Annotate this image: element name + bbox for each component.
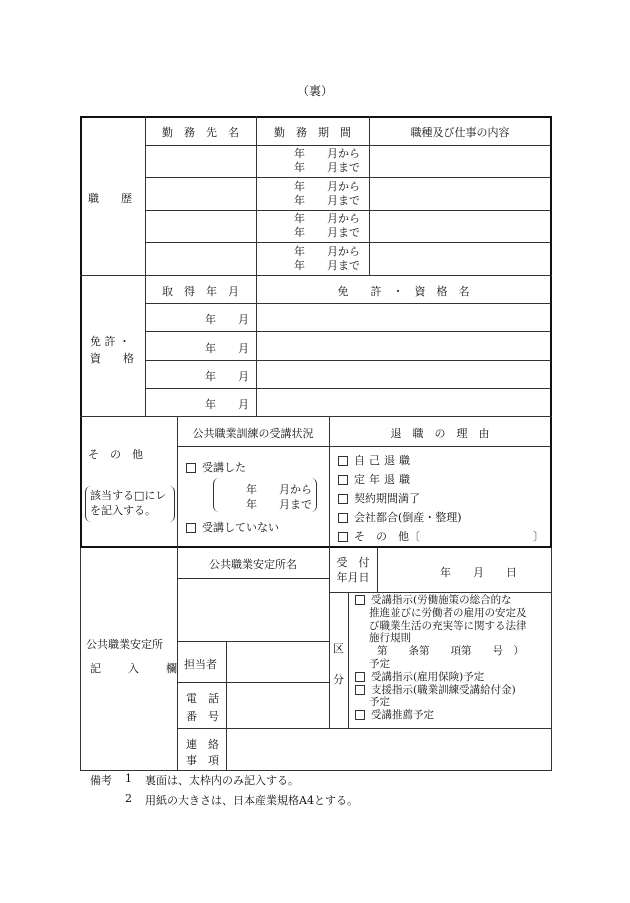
remarks-number: 1 [125, 772, 132, 785]
category-item-cont: 予定 [369, 657, 390, 670]
reason-option[interactable]: 自己退職 [338, 452, 414, 468]
other-row-label: そ の 他 [88, 448, 143, 461]
checkbox[interactable] [355, 672, 365, 682]
category-label: 分 [333, 673, 344, 686]
checkbox[interactable] [355, 595, 365, 605]
received-date: 年 月 日 [440, 566, 517, 579]
category-item-cont: び職業生活の充実等に関する法律 [369, 619, 527, 632]
received-label: 受 付 [336, 556, 370, 569]
remarks-number: 2 [125, 792, 132, 805]
reason-header: 退 職 の 理 由 [390, 427, 490, 440]
remarks-label: 備考 [90, 774, 112, 787]
training-attended-option[interactable]: 受講した [186, 459, 246, 475]
checkbox[interactable] [338, 475, 348, 485]
category-item-cont: 推進並びに労働者の雇用の安定及 [369, 606, 527, 619]
remarks-item: 用紙の大きさは、日本産業規格A4とする。 [145, 794, 358, 807]
reason-close-bracket: 〕 [533, 530, 544, 543]
license-row-label: 免 許 ・ [90, 335, 130, 348]
reason-option[interactable]: 会社都合(倒産・整理) [338, 509, 462, 525]
career-row-label: 職 歴 [88, 192, 132, 205]
training-to: 年 月まで [246, 498, 312, 511]
category-item[interactable]: 受講指示(労働施策の総合的な [355, 594, 549, 607]
period-from: 年 月から [294, 147, 360, 160]
category-item-cont: 施行規則 [369, 632, 411, 645]
license-name-header: 免 許 ・ 資 格 名 [337, 285, 470, 298]
office-section-label: 公共職業安定所 [86, 638, 163, 651]
training-header: 公共職業訓練の受講状況 [192, 427, 314, 440]
category-item-cont: 予定 [369, 696, 390, 709]
license-date: 年 月 [205, 342, 249, 355]
category-label: 区 [333, 642, 344, 655]
phone-label: 番 号 [186, 710, 219, 723]
period-header: 勤 務 期 間 [274, 126, 351, 139]
contact-label: 連 絡 [186, 738, 219, 751]
category-item[interactable]: 受講指示(雇用保険)予定 [355, 671, 549, 684]
contact-label: 事 項 [186, 754, 219, 767]
period-from: 年 月から [294, 180, 360, 193]
employer-header: 勤 務 先 名 [162, 126, 239, 139]
license-date: 年 月 [205, 370, 249, 383]
reason-option[interactable]: そ の 他〔 [338, 528, 420, 544]
checkbox[interactable] [355, 710, 365, 720]
category-item-cont: 第 条第 項第 号 ） [377, 645, 524, 658]
category-list [355, 594, 549, 722]
checkbox[interactable] [338, 456, 348, 466]
other-note: 該当する□にレを記入する。 [90, 489, 167, 517]
checkbox[interactable] [355, 685, 365, 695]
period-from: 年 月から [294, 212, 360, 225]
license-date: 年 月 [205, 398, 249, 411]
checkbox[interactable] [338, 532, 348, 542]
page-header: （裏） [296, 84, 333, 98]
period-to: 年 月まで [294, 161, 360, 174]
received-label: 年月日 [336, 571, 370, 584]
license-date: 年 月 [205, 313, 249, 326]
description-header: 職種及び仕事の内容 [410, 126, 510, 139]
checkbox[interactable] [338, 513, 348, 523]
license-row-label: 資 格 [90, 352, 134, 365]
checkbox[interactable] [186, 523, 196, 533]
training-not-attended-option[interactable]: 受講していない [186, 519, 279, 535]
period-to: 年 月まで [294, 194, 360, 207]
period-from: 年 月から [294, 245, 360, 258]
reason-option[interactable]: 契約期間満了 [338, 490, 420, 506]
training-from: 年 月から [246, 483, 312, 496]
period-to: 年 月まで [294, 259, 360, 272]
phone-label: 電 話 [186, 692, 219, 705]
office-name-header: 公共職業安定所名 [209, 558, 297, 571]
reason-option[interactable]: 定年退職 [338, 471, 414, 487]
checkbox[interactable] [186, 463, 196, 473]
remarks-item: 裏面は、太枠内のみ記入する。 [145, 774, 299, 787]
category-item[interactable]: 支援指示(職業訓練受講給付金) [355, 684, 549, 697]
license-date-header: 取 得 年 月 [162, 285, 239, 298]
person-label: 担当者 [184, 658, 217, 671]
office-section-label: 記 入 欄 [90, 662, 185, 675]
period-to: 年 月まで [294, 226, 360, 239]
category-item[interactable]: 受講推薦予定 [355, 709, 549, 722]
checkbox[interactable] [338, 494, 348, 504]
